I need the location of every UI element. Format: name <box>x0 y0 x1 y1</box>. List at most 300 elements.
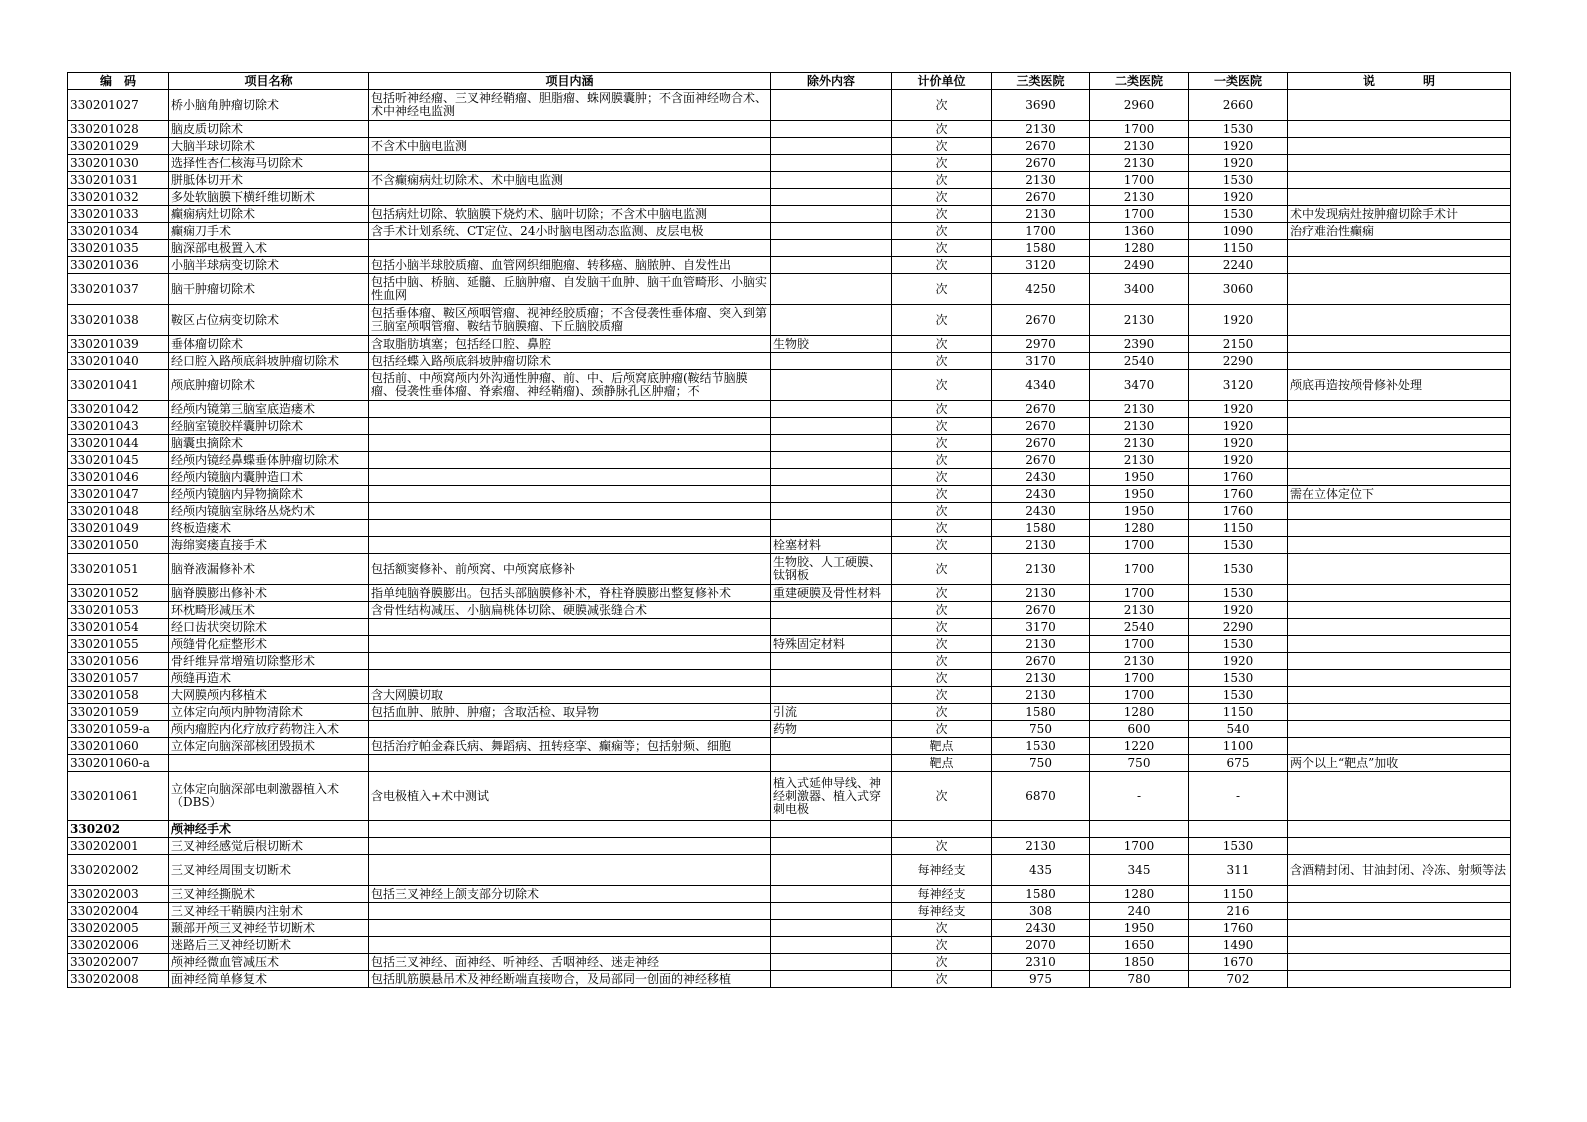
table-row <box>68 189 1511 206</box>
cell-class3-price: 4340 <box>992 370 1090 401</box>
table-row <box>68 274 1511 305</box>
table-row <box>68 954 1511 971</box>
cell-class3-price: 2130 <box>992 172 1090 189</box>
cell-unit: 次 <box>892 653 992 670</box>
cell-exclusions <box>771 937 892 954</box>
cell-exclusions: 重建硬膜及骨性材料 <box>771 585 892 602</box>
cell-item-name: 经颅内镜经鼻蝶垂体肿瘤切除术 <box>169 452 369 469</box>
cell-class3-price: 2430 <box>992 920 1090 937</box>
cell-exclusions <box>771 370 892 401</box>
cell-exclusions <box>771 486 892 503</box>
cell-notes <box>1288 503 1511 520</box>
cell-notes <box>1288 653 1511 670</box>
cell-item-name: 脑脊膜膨出修补术 <box>169 585 369 602</box>
cell-class2-price: 1950 <box>1090 920 1189 937</box>
cell-notes <box>1288 636 1511 653</box>
cell-exclusions <box>771 903 892 920</box>
cell-exclusions <box>771 520 892 537</box>
cell-class1-price: 1530 <box>1189 687 1288 704</box>
cell-class2-price: 2130 <box>1090 401 1189 418</box>
cell-code: 330201053 <box>68 602 169 619</box>
cell-class1-price: 2290 <box>1189 353 1288 370</box>
cell-class2-price: 2540 <box>1090 619 1189 636</box>
cell-class3-price: 2670 <box>992 602 1090 619</box>
cell-unit: 次 <box>892 721 992 738</box>
cell-code: 330202001 <box>68 838 169 855</box>
table-row <box>68 886 1511 903</box>
cell-exclusions <box>771 469 892 486</box>
cell-notes: 需在立体定位下 <box>1288 486 1511 503</box>
header-notes: 说 明 <box>1288 73 1511 90</box>
cell-item-content: 含骨性结构减压、小脑扁桃体切除、硬膜减张缝合术 <box>369 602 771 619</box>
cell-code: 330201048 <box>68 503 169 520</box>
cell-class3-price: 435 <box>992 855 1090 886</box>
cell-class3-price: 1580 <box>992 886 1090 903</box>
cell-exclusions <box>771 189 892 206</box>
cell-code: 330201055 <box>68 636 169 653</box>
header-class1-price: 一类医院 <box>1189 73 1288 90</box>
cell-notes <box>1288 670 1511 687</box>
cell-unit: 次 <box>892 401 992 418</box>
cell-exclusions <box>771 305 892 336</box>
cell-class2-price: 2130 <box>1090 602 1189 619</box>
cell-item-content <box>369 486 771 503</box>
cell-notes <box>1288 121 1511 138</box>
cell-notes: 含酒精封闭、甘油封闭、冷冻、射频等法 <box>1288 855 1511 886</box>
table-row <box>68 452 1511 469</box>
cell-notes <box>1288 954 1511 971</box>
cell-class1-price: 1530 <box>1189 121 1288 138</box>
table-row <box>68 903 1511 920</box>
cell-exclusions <box>771 353 892 370</box>
cell-code: 330202008 <box>68 971 169 988</box>
cell-class1-price: 1490 <box>1189 937 1288 954</box>
cell-item-content: 含手术计划系统、CT定位、24小时脑电图动态监测、皮层电极 <box>369 223 771 240</box>
cell-item-content: 包括三叉神经上颌支部分切除术 <box>369 886 771 903</box>
cell-class2-price: 1700 <box>1090 537 1189 554</box>
cell-item-content <box>369 619 771 636</box>
cell-unit: 靶点 <box>892 755 992 772</box>
cell-exclusions: 特殊固定材料 <box>771 636 892 653</box>
cell-item-name: 脑干肿瘤切除术 <box>169 274 369 305</box>
cell-class3-price: 2130 <box>992 121 1090 138</box>
cell-class2-price: 2130 <box>1090 435 1189 452</box>
cell-exclusions <box>771 602 892 619</box>
cell-class3-price: 2670 <box>992 401 1090 418</box>
cell-item-content: 包括经蝶入路颅底斜坡肿瘤切除术 <box>369 353 771 370</box>
cell-code: 330201039 <box>68 336 169 353</box>
cell-class3-price: 2130 <box>992 670 1090 687</box>
cell-item-content <box>369 838 771 855</box>
cell-item-content <box>369 452 771 469</box>
cell-notes <box>1288 520 1511 537</box>
table-row <box>68 821 1511 838</box>
cell-item-name: 迷路后三叉神经切断术 <box>169 937 369 954</box>
cell-item-content <box>369 401 771 418</box>
cell-item-content: 包括血肿、脓肿、肿瘤；含取活检、取异物 <box>369 704 771 721</box>
cell-unit: 次 <box>892 838 992 855</box>
cell-code: 330201041 <box>68 370 169 401</box>
cell-exclusions <box>771 653 892 670</box>
cell-class1-price: 1760 <box>1189 469 1288 486</box>
cell-class1-price: 2150 <box>1189 336 1288 353</box>
cell-item-name: 多处软脑膜下横纤维切断术 <box>169 189 369 206</box>
cell-notes <box>1288 704 1511 721</box>
table-row <box>68 336 1511 353</box>
cell-item-content <box>369 855 771 886</box>
cell-item-content: 包括三叉神经、面神经、听神经、舌咽神经、迷走神经 <box>369 954 771 971</box>
cell-item-name: 颅神经微血管减压术 <box>169 954 369 971</box>
cell-class1-price: 1920 <box>1189 305 1288 336</box>
cell-class3-price: 2670 <box>992 138 1090 155</box>
cell-exclusions <box>771 886 892 903</box>
cell-class3-price: 2130 <box>992 838 1090 855</box>
cell-unit: 次 <box>892 937 992 954</box>
cell-code: 330201040 <box>68 353 169 370</box>
cell-item-content: 包括前、中颅窝颅内外沟通性肿瘤、前、中、后颅窝底肿瘤(鞍结节脑膜瘤、侵袭性垂体瘤、脊索瘤、神经鞘瘤)、颈静脉孔区肿瘤；不 <box>369 370 771 401</box>
cell-notes <box>1288 353 1511 370</box>
cell-class3-price: 2670 <box>992 452 1090 469</box>
cell-class2-price: 2130 <box>1090 305 1189 336</box>
cell-item-content: 不含癫痫病灶切除术、术中脑电监测 <box>369 172 771 189</box>
cell-item-name: 颞部开颅三叉神经节切断术 <box>169 920 369 937</box>
cell-exclusions <box>771 155 892 172</box>
cell-class3-price: 2130 <box>992 537 1090 554</box>
cell-exclusions <box>771 954 892 971</box>
cell-class3-price: 2670 <box>992 435 1090 452</box>
cell-notes <box>1288 821 1511 838</box>
cell-item-content <box>369 821 771 838</box>
table-row <box>68 418 1511 435</box>
cell-class3-price: 6870 <box>992 772 1090 821</box>
cell-item-name: 三叉神经干鞘膜内注射术 <box>169 903 369 920</box>
table-row <box>68 469 1511 486</box>
cell-class1-price: 1530 <box>1189 670 1288 687</box>
cell-item-content <box>369 537 771 554</box>
cell-exclusions: 引流 <box>771 704 892 721</box>
cell-class3-price: 2970 <box>992 336 1090 353</box>
table-row <box>68 223 1511 240</box>
cell-notes <box>1288 240 1511 257</box>
cell-class2-price: 1650 <box>1090 937 1189 954</box>
cell-notes <box>1288 274 1511 305</box>
cell-class2-price: 1700 <box>1090 172 1189 189</box>
cell-class1-price: 1920 <box>1189 653 1288 670</box>
cell-code: 330202007 <box>68 954 169 971</box>
cell-code: 330201037 <box>68 274 169 305</box>
cell-class1-price: 1920 <box>1189 401 1288 418</box>
cell-class1-price: 1150 <box>1189 704 1288 721</box>
cell-notes <box>1288 537 1511 554</box>
cell-exclusions <box>771 821 892 838</box>
cell-class3-price: 2670 <box>992 155 1090 172</box>
cell-class1-price: 2660 <box>1189 90 1288 121</box>
cell-notes <box>1288 619 1511 636</box>
cell-exclusions <box>771 670 892 687</box>
cell-class1-price: 1920 <box>1189 602 1288 619</box>
cell-exclusions <box>771 257 892 274</box>
cell-class1-price: 2290 <box>1189 619 1288 636</box>
cell-unit: 次 <box>892 704 992 721</box>
header-unit: 计价单位 <box>892 73 992 90</box>
cell-item-content: 包括病灶切除、软脑膜下烧灼术、脑叶切除；不含术中脑电监测 <box>369 206 771 223</box>
cell-class3-price: 3170 <box>992 619 1090 636</box>
cell-class3-price: 750 <box>992 721 1090 738</box>
cell-unit: 次 <box>892 971 992 988</box>
cell-code: 330201027 <box>68 90 169 121</box>
cell-class2-price: 240 <box>1090 903 1189 920</box>
header-code: 编 码 <box>68 73 169 90</box>
table-row <box>68 755 1511 772</box>
cell-code: 330201050 <box>68 537 169 554</box>
cell-unit: 次 <box>892 772 992 821</box>
cell-class3-price: 308 <box>992 903 1090 920</box>
cell-class1-price: 1530 <box>1189 636 1288 653</box>
cell-class2-price: 1700 <box>1090 554 1189 585</box>
cell-unit: 次 <box>892 172 992 189</box>
cell-notes <box>1288 602 1511 619</box>
cell-class1-price: 1920 <box>1189 435 1288 452</box>
cell-exclusions: 栓塞材料 <box>771 537 892 554</box>
cell-class2-price: 600 <box>1090 721 1189 738</box>
cell-class1-price: - <box>1189 772 1288 821</box>
cell-item-content: 包括中脑、桥脑、延髓、丘脑肿瘤、自发脑干血肿、脑干血管畸形、小脑实性血网 <box>369 274 771 305</box>
cell-unit: 次 <box>892 602 992 619</box>
table-row <box>68 772 1511 821</box>
cell-exclusions <box>771 619 892 636</box>
cell-unit: 次 <box>892 305 992 336</box>
cell-class2-price: 1280 <box>1090 704 1189 721</box>
cell-code: 330201059-a <box>68 721 169 738</box>
cell-class3-price: 3690 <box>992 90 1090 121</box>
table-row <box>68 670 1511 687</box>
cell-code: 330201047 <box>68 486 169 503</box>
table-row <box>68 585 1511 602</box>
cell-item-name: 桥小脑角肿瘤切除术 <box>169 90 369 121</box>
cell-item-content <box>369 721 771 738</box>
cell-exclusions <box>771 418 892 435</box>
cell-unit: 次 <box>892 90 992 121</box>
cell-item-name: 选择性杏仁核海马切除术 <box>169 155 369 172</box>
cell-item-name: 大脑半球切除术 <box>169 138 369 155</box>
cell-item-content <box>369 240 771 257</box>
cell-class2-price: 2130 <box>1090 653 1189 670</box>
cell-class2-price: 2130 <box>1090 189 1189 206</box>
cell-class1-price: 1670 <box>1189 954 1288 971</box>
cell-notes <box>1288 257 1511 274</box>
table-row <box>68 653 1511 670</box>
cell-class3-price: 2130 <box>992 636 1090 653</box>
cell-notes <box>1288 920 1511 937</box>
table-row <box>68 172 1511 189</box>
cell-notes <box>1288 903 1511 920</box>
cell-code: 330201042 <box>68 401 169 418</box>
cell-item-content: 含取脂肪填塞；包括经口腔、鼻腔 <box>369 336 771 353</box>
cell-item-name: 大网膜颅内移植术 <box>169 687 369 704</box>
cell-item-content <box>369 920 771 937</box>
table-row <box>68 537 1511 554</box>
cell-class1-price: 540 <box>1189 721 1288 738</box>
cell-class3-price: 2670 <box>992 653 1090 670</box>
cell-item-content <box>369 469 771 486</box>
cell-exclusions <box>771 240 892 257</box>
cell-code: 330201045 <box>68 452 169 469</box>
cell-class2-price: 1700 <box>1090 585 1189 602</box>
cell-item-name: 脑囊虫摘除术 <box>169 435 369 452</box>
cell-notes <box>1288 90 1511 121</box>
cell-item-content <box>369 653 771 670</box>
cell-class3-price: 1700 <box>992 223 1090 240</box>
cell-item-content: 不含术中脑电监测 <box>369 138 771 155</box>
cell-code: 330201052 <box>68 585 169 602</box>
cell-class2-price: 1950 <box>1090 503 1189 520</box>
table-row <box>68 401 1511 418</box>
table-row <box>68 602 1511 619</box>
cell-code: 330201030 <box>68 155 169 172</box>
cell-class3-price: 3120 <box>992 257 1090 274</box>
fee-schedule-table <box>67 72 1511 988</box>
cell-unit: 次 <box>892 336 992 353</box>
cell-item-content: 包括额窦修补、前颅窝、中颅窝底修补 <box>369 554 771 585</box>
cell-class2-price: 3470 <box>1090 370 1189 401</box>
cell-class1-price: 1530 <box>1189 172 1288 189</box>
header-item-name: 项目名称 <box>169 73 369 90</box>
header-item-content: 项目内涵 <box>369 73 771 90</box>
cell-item-content: 包括听神经瘤、三叉神经鞘瘤、胆脂瘤、蛛网膜囊肿；不含面神经吻合术、术中神经电监测 <box>369 90 771 121</box>
table-row <box>68 435 1511 452</box>
cell-class1-price: 1920 <box>1189 189 1288 206</box>
cell-code: 330201034 <box>68 223 169 240</box>
cell-class3-price: 2070 <box>992 937 1090 954</box>
cell-unit: 次 <box>892 954 992 971</box>
cell-exclusions <box>771 138 892 155</box>
cell-code: 330201031 <box>68 172 169 189</box>
cell-unit: 次 <box>892 920 992 937</box>
cell-class2-price: 1700 <box>1090 670 1189 687</box>
cell-class3-price: 2130 <box>992 206 1090 223</box>
cell-unit: 次 <box>892 370 992 401</box>
cell-item-name: 胼胝体切开术 <box>169 172 369 189</box>
cell-notes <box>1288 155 1511 172</box>
cell-item-name: 立体定向脑深部核团毁损术 <box>169 738 369 755</box>
cell-notes <box>1288 886 1511 903</box>
cell-class2-price: 1280 <box>1090 240 1189 257</box>
cell-notes <box>1288 452 1511 469</box>
header-class2-price: 二类医院 <box>1090 73 1189 90</box>
cell-unit: 次 <box>892 223 992 240</box>
cell-item-name: 环枕畸形减压术 <box>169 602 369 619</box>
cell-code: 330202 <box>68 821 169 838</box>
cell-item-name: 面神经简单修复术 <box>169 971 369 988</box>
cell-exclusions <box>771 855 892 886</box>
cell-code: 330201058 <box>68 687 169 704</box>
cell-item-name: 立体定向脑深部电刺激器植入术（DBS） <box>169 772 369 821</box>
cell-class1-price: 216 <box>1189 903 1288 920</box>
cell-code: 330201051 <box>68 554 169 585</box>
cell-class1-price: 1150 <box>1189 520 1288 537</box>
cell-code: 330202004 <box>68 903 169 920</box>
cell-class2-price: 750 <box>1090 755 1189 772</box>
cell-class1-price: 702 <box>1189 971 1288 988</box>
cell-code: 330202002 <box>68 855 169 886</box>
cell-item-content: 包括垂体瘤、鞍区颅咽管瘤、视神经胶质瘤；不含侵袭性垂体瘤、突入到第三脑室颅咽管瘤、鞍结节脑膜瘤、下丘脑胶质瘤 <box>369 305 771 336</box>
cell-class1-price <box>1189 821 1288 838</box>
cell-exclusions <box>771 971 892 988</box>
cell-code: 330201056 <box>68 653 169 670</box>
cell-class3-price: 1530 <box>992 738 1090 755</box>
cell-code: 330201054 <box>68 619 169 636</box>
cell-item-content <box>369 503 771 520</box>
cell-class3-price: 975 <box>992 971 1090 988</box>
cell-class1-price: 1530 <box>1189 554 1288 585</box>
cell-unit: 次 <box>892 274 992 305</box>
table-row <box>68 704 1511 721</box>
cell-item-content <box>369 520 771 537</box>
cell-exclusions <box>771 435 892 452</box>
cell-unit: 次 <box>892 452 992 469</box>
cell-notes: 颅底再造按颅骨修补处理 <box>1288 370 1511 401</box>
cell-class3-price: 750 <box>992 755 1090 772</box>
cell-item-content <box>369 189 771 206</box>
cell-code: 330202003 <box>68 886 169 903</box>
cell-class3-price <box>992 821 1090 838</box>
cell-item-name <box>169 755 369 772</box>
cell-item-name: 颅缝骨化症整形术 <box>169 636 369 653</box>
cell-class3-price: 1580 <box>992 520 1090 537</box>
cell-unit: 每神经支 <box>892 886 992 903</box>
cell-class2-price: 1950 <box>1090 469 1189 486</box>
cell-exclusions <box>771 738 892 755</box>
cell-unit: 次 <box>892 138 992 155</box>
cell-item-name: 经颅内镜第三脑室底造瘘术 <box>169 401 369 418</box>
cell-class1-price: 1530 <box>1189 537 1288 554</box>
cell-class1-price: 1920 <box>1189 452 1288 469</box>
cell-class2-price: 1280 <box>1090 520 1189 537</box>
table-row <box>68 240 1511 257</box>
cell-exclusions <box>771 172 892 189</box>
cell-exclusions <box>771 503 892 520</box>
cell-item-name: 经脑室镜胶样囊肿切除术 <box>169 418 369 435</box>
cell-item-name: 经颅内镜脑室脉络丛烧灼术 <box>169 503 369 520</box>
cell-exclusions <box>771 452 892 469</box>
table-row <box>68 721 1511 738</box>
cell-exclusions <box>771 90 892 121</box>
cell-class3-price: 3170 <box>992 353 1090 370</box>
cell-class3-price: 2130 <box>992 554 1090 585</box>
cell-item-name: 立体定向颅内肿物清除术 <box>169 704 369 721</box>
cell-item-content: 包括小脑半球胶质瘤、血管网织细胞瘤、转移癌、脑脓肿、自发性出 <box>369 257 771 274</box>
cell-item-name: 癫痫刀手术 <box>169 223 369 240</box>
cell-exclusions <box>771 687 892 704</box>
header-row <box>68 73 1511 90</box>
cell-class2-price: 1700 <box>1090 206 1189 223</box>
cell-class2-price: 2130 <box>1090 418 1189 435</box>
cell-notes <box>1288 418 1511 435</box>
cell-unit: 次 <box>892 257 992 274</box>
cell-class2-price: 345 <box>1090 855 1189 886</box>
cell-item-name: 颅内瘤腔内化疗放疗药物注入术 <box>169 721 369 738</box>
cell-class1-price: 1530 <box>1189 838 1288 855</box>
cell-class2-price: 1700 <box>1090 838 1189 855</box>
header-exclusions: 除外内容 <box>771 73 892 90</box>
cell-code: 330201033 <box>68 206 169 223</box>
table-row <box>68 619 1511 636</box>
cell-unit: 每神经支 <box>892 855 992 886</box>
cell-class2-price: 2130 <box>1090 452 1189 469</box>
cell-item-name: 小脑半球病变切除术 <box>169 257 369 274</box>
cell-notes <box>1288 554 1511 585</box>
cell-class1-price: 1090 <box>1189 223 1288 240</box>
